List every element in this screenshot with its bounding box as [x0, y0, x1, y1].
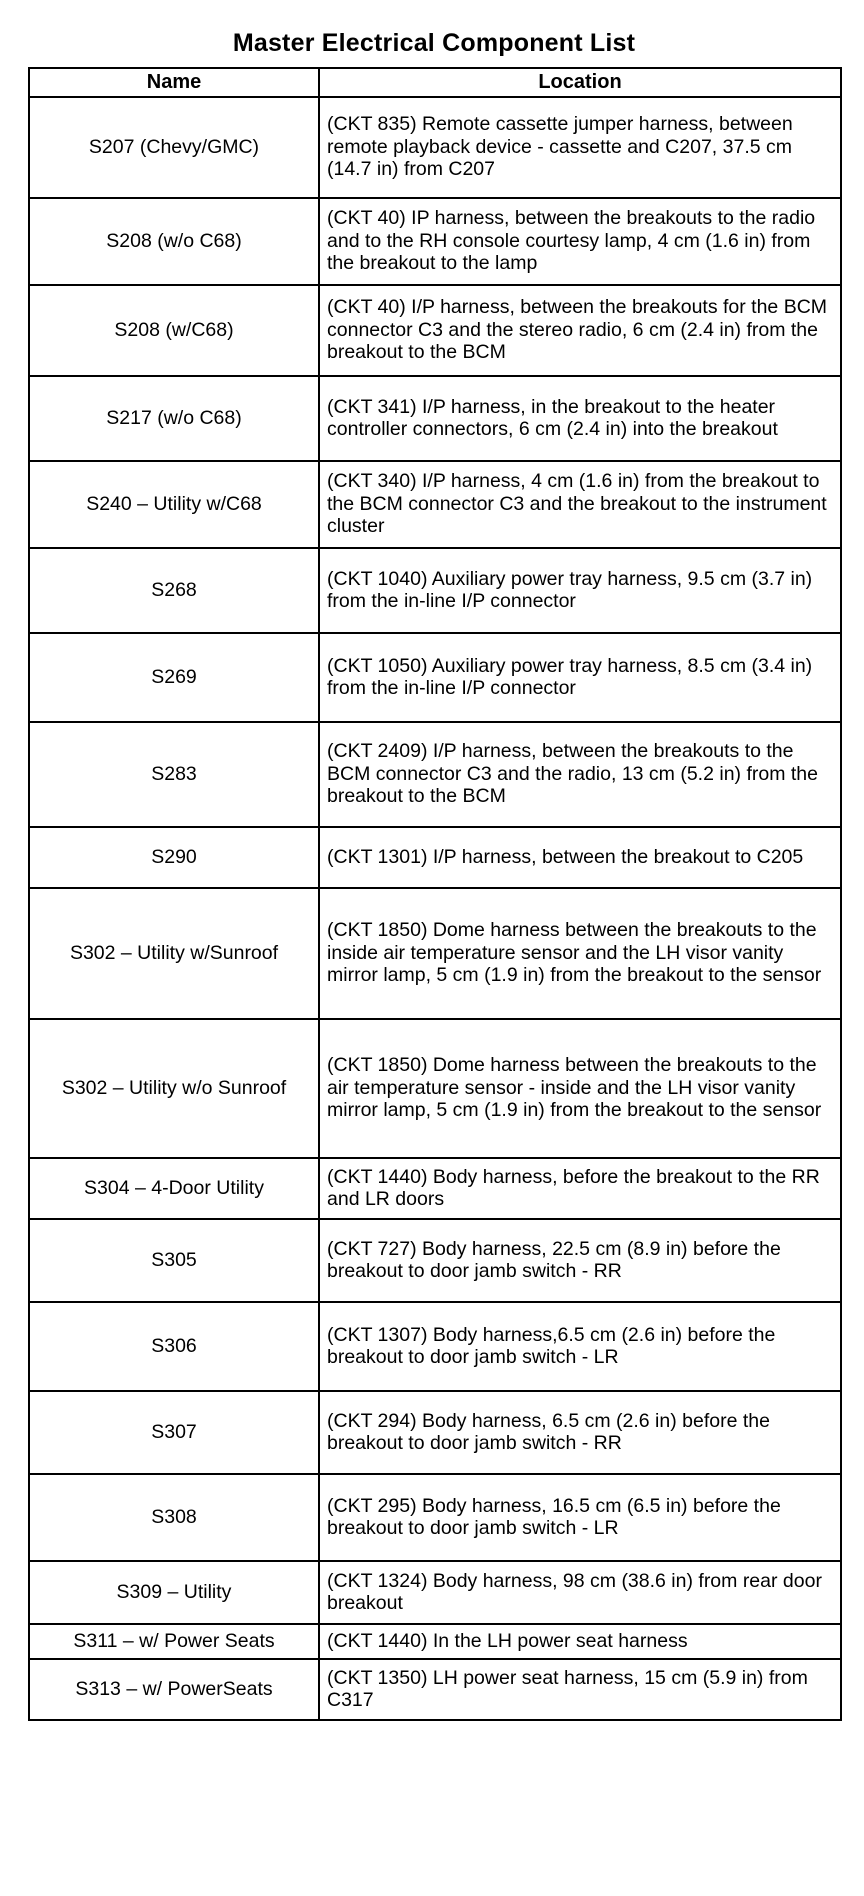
cell-name: S283 — [29, 722, 319, 827]
cell-location: (CKT 1050) Auxiliary power tray harness, 8.5 cm (3.4 in) from the in-line I/P connector — [319, 633, 841, 722]
cell-location: (CKT 294) Body harness, 6.5 cm (2.6 in) before the breakout to door jamb switch - RR — [319, 1391, 841, 1474]
cell-name: S269 — [29, 633, 319, 722]
cell-name: S290 — [29, 827, 319, 888]
cell-location: (CKT 2409) I/P harness, between the breakouts to the BCM connector C3 and the radio, 13 cm (5.2 in) from the breakout to the BCM — [319, 722, 841, 827]
page-title: Master Electrical Component List — [232, 29, 636, 57]
table-row — [29, 285, 841, 376]
table-row — [29, 827, 841, 888]
cell-location: (CKT 1040) Auxiliary power tray harness, 9.5 cm (3.7 in) from the in-line I/P connector — [319, 548, 841, 633]
table-row — [29, 1019, 841, 1158]
cell-name: S304 – 4-Door Utility — [29, 1158, 319, 1219]
table-row — [29, 548, 841, 633]
component-table — [28, 67, 842, 1721]
table-row — [29, 1561, 841, 1624]
table-header-row — [29, 68, 841, 97]
table-row — [29, 1659, 841, 1720]
table-row — [29, 198, 841, 285]
cell-name: S313 – w/ PowerSeats — [29, 1659, 319, 1720]
cell-location: (CKT 1440) Body harness, before the breakout to the RR and LR doors — [319, 1158, 841, 1219]
table-row — [29, 97, 841, 198]
cell-name: S311 – w/ Power Seats — [29, 1624, 319, 1659]
cell-location: (CKT 40) IP harness, between the breakouts to the radio and to the RH console courtesy lamp, 4 cm (1.6 in) from the breakout to the lamp — [319, 198, 841, 285]
cell-name: S305 — [29, 1219, 319, 1302]
table-row — [29, 1302, 841, 1391]
cell-location: (CKT 1350) LH power seat harness, 15 cm (5.9 in) from C317 — [319, 1659, 841, 1720]
table-row — [29, 1219, 841, 1302]
cell-name: S306 — [29, 1302, 319, 1391]
table-row — [29, 722, 841, 827]
cell-location: (CKT 40) I/P harness, between the breakouts for the BCM connector C3 and the stereo radio, 6 cm (2.4 in) from the breakout to the BCM — [319, 285, 841, 376]
cell-name: S302 – Utility w/o Sunroof — [29, 1019, 319, 1158]
cell-location: (CKT 295) Body harness, 16.5 cm (6.5 in) before the breakout to door jamb switch - LR — [319, 1474, 841, 1561]
table-row — [29, 1474, 841, 1561]
table-row — [29, 1624, 841, 1659]
cell-name: S308 — [29, 1474, 319, 1561]
table-row — [29, 633, 841, 722]
table-row — [29, 1391, 841, 1474]
cell-name: S207 (Chevy/GMC) — [29, 97, 319, 198]
cell-location: (CKT 1324) Body harness, 98 cm (38.6 in) from rear door breakout — [319, 1561, 841, 1624]
cell-location: (CKT 1850) Dome harness between the breakouts to the inside air temperature sensor and the LH visor vanity mirror lamp, 5 cm (1.9 in) from the breakout to the sensor — [319, 888, 841, 1019]
cell-location: (CKT 1850) Dome harness between the breakouts to the air temperature sensor - inside and the LH visor vanity mirror lamp, 5 cm (1.9 in) from the breakout to the sensor — [319, 1019, 841, 1158]
cell-name: S217 (w/o C68) — [29, 376, 319, 461]
table-row — [29, 888, 841, 1019]
cell-location: (CKT 340) I/P harness, 4 cm (1.6 in) from the breakout to the BCM connector C3 and the breakout to the instrument cluster — [319, 461, 841, 548]
column-header-name: Name — [29, 68, 319, 97]
cell-location: (CKT 341) I/P harness, in the breakout to the heater controller connectors, 6 cm (2.4 in) into the breakout — [319, 376, 841, 461]
cell-location: (CKT 1301) I/P harness, between the breakout to C205 — [319, 827, 841, 888]
table-row — [29, 1158, 841, 1219]
cell-name: S208 (w/C68) — [29, 285, 319, 376]
cell-location: (CKT 1440) In the LH power seat harness — [319, 1624, 841, 1659]
cell-name: S307 — [29, 1391, 319, 1474]
column-header-location: Location — [319, 68, 841, 97]
table-row — [29, 376, 841, 461]
cell-name: S268 — [29, 548, 319, 633]
cell-location: (CKT 1307) Body harness,6.5 cm (2.6 in) before the breakout to door jamb switch - LR — [319, 1302, 841, 1391]
cell-location: (CKT 835) Remote cassette jumper harness, between remote playback device - cassette and C207, 37.5 cm (14.7 in) from C207 — [319, 97, 841, 198]
cell-name: S309 – Utility — [29, 1561, 319, 1624]
cell-location: (CKT 727) Body harness, 22.5 cm (8.9 in) before the breakout to door jamb switch - RR — [319, 1219, 841, 1302]
cell-name: S302 – Utility w/Sunroof — [29, 888, 319, 1019]
cell-name: S240 – Utility w/C68 — [29, 461, 319, 548]
cell-name: S208 (w/o C68) — [29, 198, 319, 285]
table-row — [29, 461, 841, 548]
